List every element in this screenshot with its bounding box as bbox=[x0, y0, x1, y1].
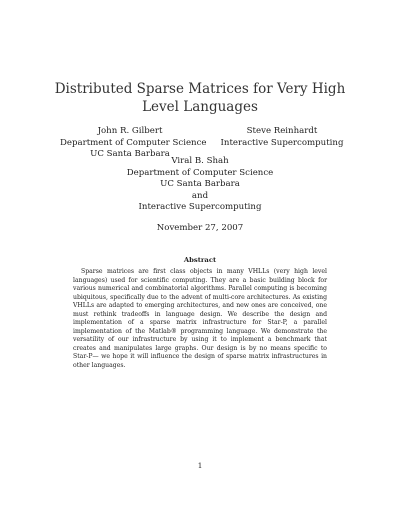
author-affiliation: Department of Computer Science bbox=[60, 137, 207, 148]
page-number: 1 bbox=[197, 461, 203, 470]
abstract-heading: Abstract bbox=[183, 256, 217, 264]
author-name: Viral B. Shah bbox=[171, 156, 229, 166]
paper-date: November 27, 2007 bbox=[156, 223, 244, 233]
author-affiliation: Interactive Supercomputing bbox=[220, 137, 344, 148]
author-affiliation: UC Santa Barbara bbox=[160, 179, 240, 190]
author-block-shah bbox=[120, 156, 280, 214]
author-affiliation: UC Santa Barbara bbox=[90, 149, 170, 160]
author-block-reinhardt bbox=[212, 126, 352, 149]
author-affiliation: and bbox=[191, 190, 209, 201]
author-affiliation: Interactive Supercomputing bbox=[138, 202, 262, 213]
author-name: John R. Gilbert bbox=[97, 126, 163, 136]
paper-title: Distributed Sparse Matrices for Very High Level Languages bbox=[54, 81, 346, 115]
author-name: Steve Reinhardt bbox=[246, 126, 318, 136]
author-affiliation: Department of Computer Science bbox=[126, 167, 274, 178]
abstract-body: Sparse matrices are first class objects in many VHLLs (very high level languages) used for scientific computing. They are a basic building block for various numerical and combinatorial algorithms. Parallel computing is becoming ubiquitous, specifically due to the advent of multi-core architectures. As existing VHLLs are adapted to emerging architectures, and new ones are conceived, one must rethink tradeoffs in language design. We describe the design and implementation of a sparse matrix infrastructure for Star-P, a parallel implementation of the Matlab® programming language. We demonstrate the versatility of our infrastructure by using it to implement a benchmark that creates and manipulates large graphs. Our design is by no means specific to Star-P— we hope it will influence the design of sparse matrix infrastructures in other languages. bbox=[73, 268, 327, 369]
